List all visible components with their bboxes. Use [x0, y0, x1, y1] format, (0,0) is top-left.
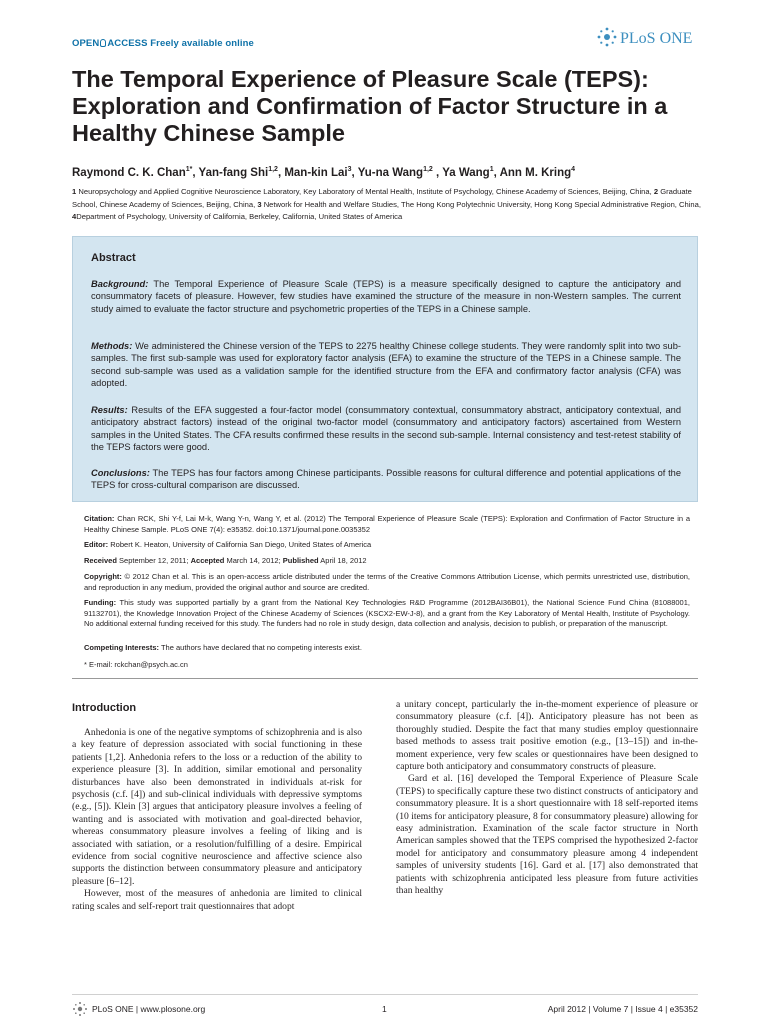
- oa-open-text: OPEN: [72, 38, 100, 49]
- page-number: 1: [382, 1004, 387, 1014]
- accepted-date: March 14, 2012;: [226, 556, 281, 565]
- plos-logo-wordmark: PLoS ONE: [620, 30, 693, 47]
- abstract-box: [72, 236, 698, 502]
- plos-one-logo: [596, 26, 696, 50]
- received-label: Received: [84, 556, 117, 565]
- footer-journal: PLoS ONE | www.plosone.org: [92, 1004, 206, 1014]
- author-name: Raymond C. K. Chan: [72, 166, 186, 179]
- author-affil-mark: 1: [489, 166, 494, 173]
- footer-divider: [72, 994, 698, 995]
- right-column: [396, 699, 698, 898]
- affil-number: 2: [653, 187, 659, 196]
- intro-paragraph: a unitary concept, particularly the in-the-moment experience of pleasure or consummatory pleasure (c.f. [4]). Anticipatory pleasure has not been as thoroughly studied. Despite the fact that many studies employ questionnaire based methods to assess trait positive emotion (e.g., [13–15]) and in-the-moment experience, very few scales or questionnaires have been designed to capture both anticipatory and consummatory constructs of pleasure.: [396, 699, 698, 773]
- funding-label: Funding:: [84, 598, 117, 607]
- competing-text: The authors have declared that no competing interests exist.: [160, 643, 362, 652]
- results-label: Results:: [91, 405, 128, 415]
- author-affil-mark: 1,2: [268, 166, 278, 173]
- citation-text: Chan RCK, Shi Y-f, Lai M-k, Wang Y-n, Wang Y, et al. (2012) The Temporal Experience of Pleasure Scale (TEPS): Exploration and Confirmation of Factor Structure in a Healthy Chinese Sample. PLoS ONE 7(4): e35352. doi:10.1371/journal.pone.0035352: [84, 514, 690, 534]
- corresponding-email[interactable]: * E-mail: rckchan@psych.ac.cn: [84, 660, 188, 669]
- funding-text: This study was supported partially by a grant from the National Key Technologies R&D Programme (2012BAI36B01), the National Science Fund China (81088001, 91132701), the Knowledge Innovation Project of the Chinese Academy of Sciences (KSCX2-EW-J-8), and a grant from the Key Laboratory of Mental Health, Institute of Psychology. No additional external funding received for this study. The funders had no role in study design, data collection and analysis, decision to publish, or preparation of the manuscript.: [84, 598, 690, 629]
- editor-label: Editor:: [84, 540, 109, 549]
- abstract-results: [91, 404, 681, 454]
- plos-logo-dots-icon: [596, 26, 618, 48]
- author-name: Ann M. Kring: [499, 166, 572, 179]
- open-access-banner: [72, 38, 254, 49]
- citation-label: Citation:: [84, 514, 115, 523]
- author-affil-mark: 1*: [185, 166, 193, 173]
- citation: [84, 514, 690, 535]
- author-affil-mark: 3: [347, 166, 352, 173]
- accepted-label: Accepted: [190, 556, 225, 565]
- dates: [84, 556, 690, 567]
- abstract-conclusions: [91, 467, 681, 492]
- funding: [84, 598, 690, 630]
- published-date: April 18, 2012: [320, 556, 367, 565]
- left-column: [72, 727, 362, 913]
- affil-text: Network for Health and Welfare Studies, The Hong Kong Polytechnic University, Hong Kong Special Administrative Region, China,: [263, 199, 701, 209]
- introduction-heading: Introduction: [72, 702, 137, 714]
- received-date: September 12, 2011;: [119, 556, 189, 565]
- affil-text: Department of Psychology, University of California, Berkeley, California, United States of America: [76, 212, 403, 222]
- article-title: The Temporal Experience of Pleasure Scale (TEPS): Exploration and Confirmation of Factor Structure in a Healthy Chinese Sample: [72, 66, 668, 146]
- copyright: [84, 572, 690, 593]
- background-label: Background:: [91, 279, 149, 289]
- editor: [84, 540, 690, 551]
- abstract-methods: [91, 340, 681, 390]
- affil-number: 4: [72, 212, 77, 222]
- methods-text: We administered the Chinese version of the TEPS to 2275 healthy Chinese college students. They were randomly split into two sub-samples. The first sub-sample was used for exploratory factor analysis (EFA) to examine the structure of the TEPS in a Chinese sample. The second sub-sample was used as a validation sample for the identified structure from the EFA and confirmatory factor analysis (CFA) was adopted.: [91, 341, 681, 389]
- affil-number: 1: [72, 187, 77, 196]
- plos-footer-dots-icon: [72, 1001, 88, 1017]
- affiliations: [72, 186, 702, 224]
- results-text: Results of the EFA suggested a four-factor model (consummatory contextual, consummatory abstract, anticipatory contextual, and anticipatory abstract factors) instead of the original two-factor model (consummatory and anticipatory factors) ascertained from Western samples in the United States. The CFA results confirmed these results in the second sub-sample. Internal consistency and test-retest stability of the TEPS factors were good.: [91, 405, 681, 453]
- author-affil-mark: 1,2: [423, 166, 433, 173]
- author-name: Man-kin Lai: [284, 166, 348, 179]
- footer-issue-info: April 2012 | Volume 7 | Issue 4 | e35352: [547, 1004, 698, 1014]
- affil-number: 3: [257, 199, 262, 209]
- background-text: The Temporal Experience of Pleasure Scale (TEPS) is a measure specifically designed to capture the anticipatory and consummatory facets of pleasure. However, few studies have examined the structure of the measure in non-Western samples. The current study aimed to evaluate the factor structure and psychometric properties of the TEPS in a Chinese sample.: [91, 279, 681, 314]
- copyright-text: © 2012 Chan et al. This is an open-access article distributed under the terms of the Creative Commons Attribution License, which permits unrestricted use, distribution, and reproduction in any medium, provided the original author and source are credited.: [84, 572, 690, 592]
- intro-paragraph: Anhedonia is one of the negative symptoms of schizophrenia and is also a key feature of depression associated with social functioning in these patients [1,2]. Anhedonia refers to the loss or a reduction of the ability to experience pleasure [3]. In addition, similar emotional and personality disturbances have also been demonstrated in individuals at-risk for psychosis (c.f. [4]) and sub-clinical individuals with depressive symptoms (e.g., [5]). Klein [3] argues that anticipatory pleasure involves a feeling of wanting and is associated with motivation and goal-directed behavior, whereas consummatory pleasure involves a feeling of liking and is associated with satiation, or a resolution/fulfilling of a desire. Empirical evidence from social cognitive neuroscience and affective science also supports the distinction between consummatory pleasure and anticipatory pleasure [6–12].: [72, 727, 362, 887]
- abstract-heading: Abstract: [91, 252, 136, 264]
- oa-access-text: ACCESS Freely available online: [107, 38, 254, 49]
- author-list: Raymond C. K. Chan$^{1*}$, Yan-fang Shi$^{1,2}$, Man-kin Lai$^3$, Yu-na Wang$^{1,2}$ , Ya Wang$^1$, Ann M. Kring$^4$: [72, 166, 576, 179]
- editor-text: Robert K. Heaton, University of California San Diego, United States of America: [110, 540, 372, 549]
- published-label: Published: [282, 556, 319, 565]
- conclusions-text: The TEPS has four factors among Chinese participants. Possible reasons for cultural difference and potential applications of the TEPS for cross-cultural comparison are discussed.: [91, 468, 682, 491]
- affil-text: Graduate School, Chinese Academy of Sciences, Beijing, China,: [72, 187, 692, 209]
- competing-interests: [84, 643, 690, 654]
- copyright-label: Copyright:: [84, 572, 122, 581]
- section-divider: [72, 678, 698, 679]
- conclusions-label: Conclusions:: [91, 468, 150, 478]
- competing-label: Competing Interests:: [84, 643, 160, 652]
- open-lock-icon: [100, 39, 106, 47]
- author-name: Ya Wang: [442, 166, 490, 179]
- author-affil-mark: 4: [571, 166, 576, 173]
- methods-label: Methods:: [91, 341, 133, 351]
- abstract-background: [91, 278, 681, 315]
- intro-paragraph: Gard et al. [16] developed the Temporal Experience of Pleasure Scale (TEPS) to specifically capture these two distinct constructs of anticipatory and consummatory pleasure. It is a short questionnaire with 18 self-reported items (10 items for anticipatory pleasure, 8 for consummatory pleasure) allowing for easy administration. Examination of the scale factor structure in North American samples showed that the TEPS comprised the hypothesized 2-factor model for anticipatory and consummatory pleasure among 4 independent samples of university students [16]. Gard et al. [17] also demonstrated that patients with schizophrenia anticipated less pleasure from future activities than healthy: [396, 773, 698, 897]
- affil-text: Neuropsychology and Applied Cognitive Neuroscience Laboratory, Key Laboratory of Mental Health, Institute of Psychology, Chinese Academy of Sciences, Beijing, China,: [78, 187, 652, 196]
- author-name: Yu-na Wang: [357, 166, 424, 179]
- author-name: Yan-fang Shi: [198, 166, 269, 179]
- intro-paragraph: However, most of the measures of anhedonia are limited to clinical rating scales and self-report trait questionnaires that adopt: [72, 888, 362, 912]
